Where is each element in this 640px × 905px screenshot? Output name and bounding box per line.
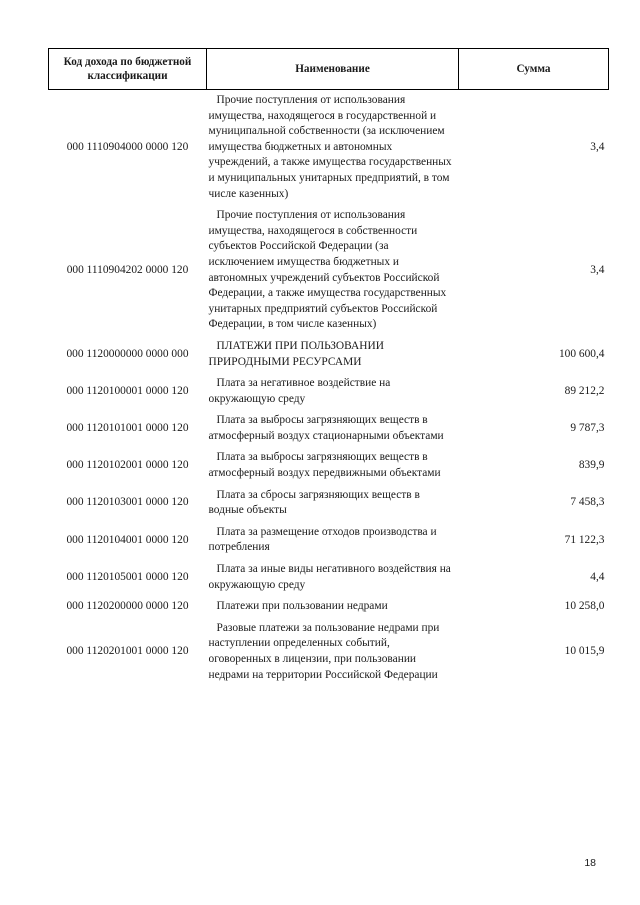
revenue-sum-cell: 89 212,2: [564, 384, 605, 397]
table-row: [49, 336, 609, 373]
column-header-sum: Сумма: [459, 49, 609, 90]
table-row: [49, 373, 609, 410]
revenue-code-cell: 000 1120102001 0000 120: [66, 459, 189, 472]
revenue-sum-cell: 3,4: [590, 263, 605, 276]
table-row: [49, 90, 609, 206]
revenue-sum-cell: 100 600,4: [558, 347, 605, 360]
table-row: [49, 596, 609, 618]
revenue-sum-cell: 10 258,0: [564, 600, 605, 613]
revenue-code-cell: 000 1120101001 0000 120: [66, 422, 189, 435]
table-body: [49, 90, 609, 687]
revenue-code-cell: 000 1110904202 0000 120: [66, 263, 189, 276]
table-row: [49, 447, 609, 484]
revenue-sum-cell: 10 015,9: [564, 645, 605, 658]
table-row: [49, 485, 609, 522]
revenue-code-cell: 000 1120103001 0000 120: [66, 496, 189, 509]
table-header-row: [49, 49, 609, 90]
revenue-name-cell: Плата за сбросы загрязняющих веществ в водные объекты: [208, 488, 420, 517]
revenue-sum-cell: 71 122,3: [564, 533, 605, 546]
revenue-code-cell: 000 1120000000 0000 000: [66, 347, 189, 360]
table-row: [49, 522, 609, 559]
revenue-name-cell: Разовые платежи за пользование недрами при наступлении определенных событий, оговоренных в лицензии, при пользовании недрами на территории Российской Федерации: [208, 621, 440, 681]
budget-revenue-table: [48, 48, 609, 686]
revenue-name-cell: Платежи при пользовании недрами: [216, 600, 388, 613]
revenue-code-cell: 000 1120105001 0000 120: [66, 570, 189, 583]
revenue-code-cell: 000 1120201001 0000 120: [66, 645, 189, 658]
revenue-name-cell: Плата за иные виды негативного воздействия на окружающую среду: [208, 563, 451, 591]
table-row: [49, 559, 609, 596]
revenue-sum-cell: 9 787,3: [570, 422, 605, 435]
revenue-sum-cell: 3,4: [590, 140, 605, 153]
revenue-code-cell: 000 1120200000 0000 120: [66, 600, 189, 613]
revenue-name-cell: ПЛАТЕЖИ ПРИ ПОЛЬЗОВАНИИ ПРИРОДНЫМИ РЕСУРСАМИ: [208, 339, 384, 368]
column-header-name: Наименование: [207, 49, 459, 90]
revenue-name-cell: Прочие поступления от использования имущества, находящегося в государственной и муниципальной собственности (за исключением имущества бюджетных и автономных учреждений, а также имущества государственных и муниципальных унитарных предприятий, в том числе казенных): [208, 94, 452, 200]
column-header-code: Код дохода по бюджетной классификации: [49, 49, 207, 90]
page-number: 18: [584, 857, 596, 869]
revenue-code-cell: 000 1110904000 0000 120: [66, 140, 189, 153]
revenue-sum-cell: 7 458,3: [570, 496, 605, 509]
revenue-name-cell: Плата за негативное воздействие на окружающую среду: [208, 377, 391, 405]
table-row: [49, 205, 609, 336]
table-row: [49, 410, 609, 447]
revenue-name-cell: Прочие поступления от использования имущества, находящегося в собственности субъектов Российской Федерации (за исключением имущества бюджетных и автономных учреждений субъектов Российской Федерации, а также имущества государственных унитарных предприятий субъектов Российской Федерации, в том числе казенных): [208, 209, 447, 331]
revenue-sum-cell: 839,9: [578, 459, 605, 472]
table-header: [49, 49, 609, 90]
revenue-code-cell: 000 1120104001 0000 120: [66, 533, 189, 546]
table-row: [49, 618, 609, 686]
revenue-sum-cell: 4,4: [590, 570, 605, 583]
revenue-name-cell: Плата за размещение отходов производства и потребления: [208, 525, 437, 554]
revenue-code-cell: 000 1120100001 0000 120: [66, 384, 189, 397]
revenue-name-cell: Плата за выбросы загрязняющих веществ в атмосферный воздух стационарными объектами: [208, 414, 444, 442]
revenue-name-cell: Плата за выбросы загрязняющих веществ в атмосферный воздух передвижными объектами: [208, 451, 441, 480]
